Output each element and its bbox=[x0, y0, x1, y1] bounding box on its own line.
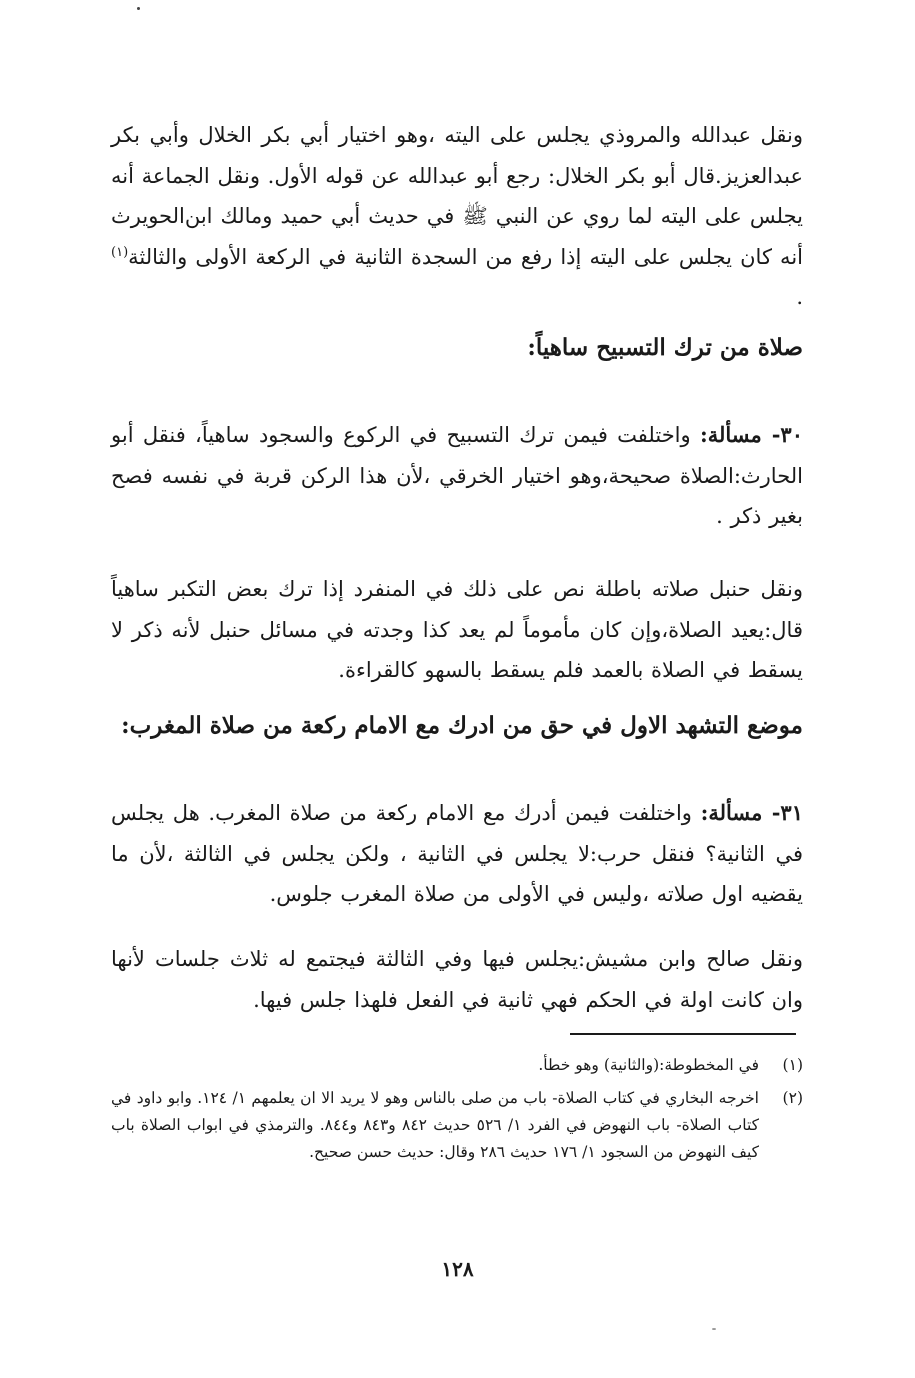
footnote-2 bbox=[111, 1085, 803, 1166]
footnote-text: في المخطوطة:(والثانية) وهو خطأ. bbox=[538, 1056, 759, 1074]
issue-number: ٣٠- مسألة: bbox=[699, 422, 803, 447]
footnote-reference: (١) bbox=[111, 244, 129, 260]
footnote-separator bbox=[570, 1033, 796, 1035]
issue-number: ٣١- مسألة: bbox=[700, 800, 803, 825]
ink-speck bbox=[712, 1328, 716, 1330]
footnote-marker: (٢) bbox=[782, 1089, 803, 1107]
footnote-marker: (١) bbox=[782, 1056, 803, 1074]
page-number: ١٢٨ bbox=[441, 1257, 474, 1281]
section-heading-first-tashahhud: موضع التشهد الاول في حق من ادرك مع الامام ركعة من صلاة المغرب: bbox=[121, 712, 803, 739]
footnote-1 bbox=[111, 1052, 803, 1079]
paragraph-hanbal-narration: ونقل حنبل صلاته باطلة نص على ذلك في المنفرد إذا ترك بعض التكبر ساهياً قال:يعيد الصلاة،وإن كان مأموماً لم يعد كذا وجدته في مسائل حنبل لأنه ذكر لا يسقط في الصلاة بالعمد فلم يسقط بالسهو كالقراءة. bbox=[111, 577, 803, 682]
section-heading-forgotten-tasbih: صلاة من ترك التسبيح ساهياً: bbox=[527, 334, 803, 361]
footnote-text: اخرجه البخاري في كتاب الصلاة- باب من صلى بالناس وهو لا يريد الا ان يعلمهم ١/ ١٢٤. وابو داود في كتاب الصلاة- باب النهوض في الفرد ١/ ٥٢٦ حديث ٨٤٢ و٨٤٣ و٨٤٤. والترمذي في ابواب الصلاة باب كيف النهوض من السجود ١/ ١٧٦ حديث ٢٨٦ وقال: حديث حسن صحيح. bbox=[111, 1089, 759, 1161]
paragraph-salih-narration: ونقل صالح وابن مشيش:يجلس فيها وفي الثالثة فيجتمع له ثلاث جلسات لأنها وان كانت اولة في الحكم فهي ثانية في الفعل فلهذا جلس فيها. bbox=[111, 947, 803, 1012]
paragraph-end: . bbox=[796, 285, 803, 309]
issue-31-paragraph bbox=[111, 793, 803, 915]
ink-speck bbox=[137, 7, 140, 10]
issue-30-paragraph bbox=[111, 415, 803, 537]
issue-text: واختلفت فيمن ترك التسبيح في الركوع والسجود ساهياً، فنقل أبو الحارث:الصلاة صحيحة،وهو اختيار الخرقي ،لأن هذا الركن قربة في نفسه فصح بغير ذكر . bbox=[111, 423, 803, 528]
paragraph-jalsat-al-istiraha bbox=[111, 115, 803, 318]
paragraph-text: ونقل عبدالله والمروذي يجلس على اليته ،وهو اختيار أبي بكر الخلال وأبي بكر عبدالعزيز.قال أبو بكر الخلال: رجع أبو عبدالله عن قوله الأول. ونقل الجماعة أنه يجلس على اليته لما روي عن النبي ﷺ في حديث أبي حميد ومالك ابن‌الحويرث أنه كان يجلس على اليته إذا رفع من السجدة الثانية في الركعة الأولى والثالثة bbox=[111, 123, 803, 269]
issue-text: واختلفت فيمن أدرك مع الامام ركعة من صلاة المغرب. هل يجلس في الثانية؟ فنقل حرب:لا يجلس في الثانية ، ولكن يجلس في الثالثة ،لأن ما يقضيه اول صلاته ،وليس في الأولى من صلاة المغرب جلوس. bbox=[111, 801, 803, 906]
